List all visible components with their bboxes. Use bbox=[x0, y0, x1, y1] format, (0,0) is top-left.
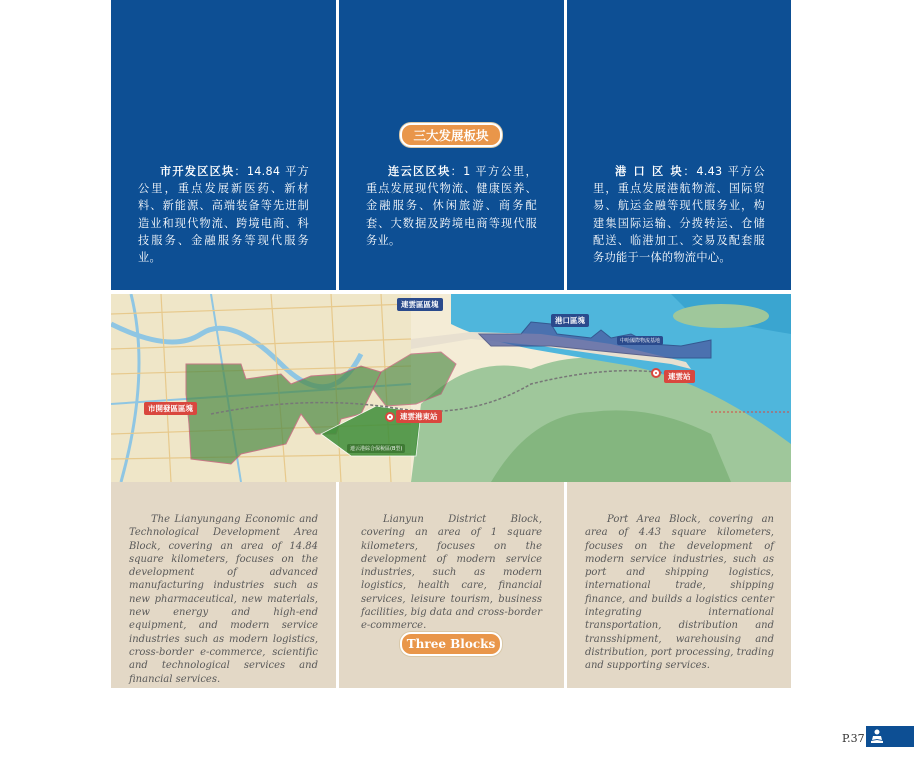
station-lianyun-pin bbox=[651, 368, 661, 378]
station-east-pin bbox=[385, 412, 395, 422]
lianyun-zh-sep: ： bbox=[450, 165, 464, 178]
bottom-panel-gangkou bbox=[567, 482, 791, 688]
map-label-gangkou: 港口區塊 bbox=[551, 314, 589, 327]
gangkou-en-text: Port Area Block, covering an area of 4.43 square kilometers, focuses on the development of modern service industries, such as port and shipping logistics, international trade, shipping finance, and builds a logistics center integrating international transportation, distribution and transshipment, warehousing and distribution, port processing, trading and supporting services. bbox=[585, 514, 774, 672]
bottom-title-pill: Three Blocks bbox=[400, 632, 502, 656]
lianyun-zh-text bbox=[366, 163, 537, 249]
kaifa-en-text: The Lianyungang Economic and Technological Development Area Block, covering an area of 14.84 square kilometers, focuses on the development of advanced manufacturing industries such as new pharmaceutical, new materials, new energy and high-end equipment, and modern service industries such as modern logistics, cross-border e-commerce, scientific and technological services and financial services. bbox=[129, 514, 318, 685]
top-panel-kaifa bbox=[111, 0, 336, 290]
kaifa-zh-text bbox=[138, 163, 309, 266]
gangkou-zh-sep: ： bbox=[683, 165, 697, 178]
map-label-bonded: 連云港綜合保稅區(B型) bbox=[347, 444, 405, 453]
map-label-logistics: 中哈國際物流基地 bbox=[617, 336, 663, 345]
gangkou-zh-desc: 4.43 平方公里，重点发展港航物流、国际贸易、航运金融等现代服务业，构建集国际运输、分拨转运、仓储配送、临港加工、交易及配套服务功能于一体的物流中心。 bbox=[593, 165, 765, 265]
top-panel-gangkou bbox=[567, 0, 791, 290]
map-label-station-lianyun: 連雲站 bbox=[664, 370, 695, 383]
zone-map bbox=[111, 292, 791, 482]
kaifa-zh-sep: ： bbox=[234, 165, 247, 178]
bottom-panel-kaifa bbox=[111, 482, 336, 688]
kaifa-zh-name: 市开发区区块 bbox=[160, 165, 235, 178]
page-tab bbox=[866, 726, 914, 747]
map-label-station-east: 連雲港東站 bbox=[396, 410, 442, 423]
map-label-kaifa: 市開發區區塊 bbox=[144, 402, 197, 415]
lianyun-en-text: Lianyun District Block, covering an area of 1 square kilometers, focuses on the development of modern service industries, such as modern logistics, health care, financial services, leisure tourism, business facilities, big data and cross-border e-commerce. bbox=[361, 514, 542, 632]
gangkou-zh-name: 港 口 区 块 bbox=[615, 165, 684, 178]
top-title-pill: 三大发展板块 bbox=[400, 123, 502, 147]
lianyun-zh-desc: 1 平方公里，重点发展现代物流、健康医养、金融服务、休闲旅游、商务配套、大数据及跨境电商等现代服务业。 bbox=[366, 165, 537, 247]
kaifa-zh-desc: 14.84 平方公里，重点发展新医药、新材料、新能源、高端装备等先进制造业和现代物流、跨境电商、科技服务、金融服务等现代服务业。 bbox=[138, 165, 309, 265]
gangkou-zh-text bbox=[593, 163, 765, 266]
map-graphic bbox=[111, 294, 791, 482]
page-number: P.37 bbox=[842, 732, 865, 745]
reading-person-icon bbox=[870, 729, 884, 744]
bottom-panel-lianyun bbox=[339, 482, 564, 688]
lianyun-zh-name: 连云区区块 bbox=[388, 165, 451, 178]
map-label-lianyun: 連雲區區塊 bbox=[397, 298, 443, 311]
